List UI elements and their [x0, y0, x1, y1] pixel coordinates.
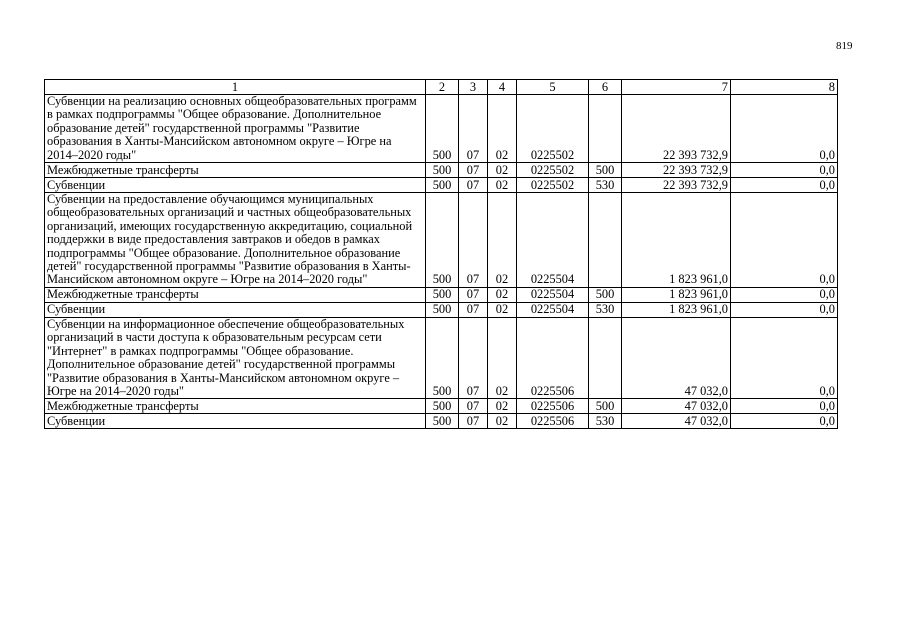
row-c3: 07	[459, 178, 488, 193]
row-c7: 1 823 961,0	[622, 302, 731, 317]
row-c3: 07	[459, 302, 488, 317]
row-c2: 500	[426, 302, 459, 317]
table-row	[45, 317, 838, 398]
row-name: Субвенции	[45, 414, 426, 429]
row-c2: 500	[426, 178, 459, 193]
row-c7: 47 032,0	[622, 399, 731, 414]
column-header-3: 3	[459, 80, 488, 95]
row-c7: 22 393 732,9	[622, 95, 731, 163]
row-name: Субвенции	[45, 178, 426, 193]
row-c8: 0,0	[731, 414, 838, 429]
row-c2: 500	[426, 399, 459, 414]
column-header-7: 7	[622, 80, 731, 95]
row-c3: 07	[459, 317, 488, 398]
row-c5: 0225504	[517, 287, 589, 302]
row-c8: 0,0	[731, 317, 838, 398]
row-c5: 0225502	[517, 95, 589, 163]
table-row	[45, 399, 838, 414]
row-c2: 500	[426, 287, 459, 302]
table-row	[45, 95, 838, 163]
row-c4: 02	[488, 302, 517, 317]
row-c4: 02	[488, 178, 517, 193]
row-c6: 530	[589, 178, 622, 193]
row-name: Субвенции на информационное обеспечение общеобразовательных организаций в части доступа к образовательным ресурсам сети "Интернет" в рамках подпрограммы "Общее образование. Дополнительное образование детей" государственной программы "Развитие образования в Ханты-Мансийском автономном округе – Югре на 2014–2020 годы"	[45, 317, 426, 398]
row-c7: 1 823 961,0	[622, 287, 731, 302]
row-c5: 0225506	[517, 317, 589, 398]
row-c2: 500	[426, 317, 459, 398]
row-c5: 0225504	[517, 193, 589, 288]
row-c7: 47 032,0	[622, 317, 731, 398]
row-c3: 07	[459, 95, 488, 163]
row-c3: 07	[459, 399, 488, 414]
row-name: Межбюджетные трансферты	[45, 399, 426, 414]
row-c8: 0,0	[731, 399, 838, 414]
column-header-5: 5	[517, 80, 589, 95]
row-c2: 500	[426, 414, 459, 429]
row-c3: 07	[459, 163, 488, 178]
row-c5: 0225506	[517, 414, 589, 429]
row-c7: 22 393 732,9	[622, 163, 731, 178]
row-c4: 02	[488, 163, 517, 178]
row-name: Межбюджетные трансферты	[45, 163, 426, 178]
row-c4: 02	[488, 414, 517, 429]
row-c5: 0225502	[517, 178, 589, 193]
page-number: 819	[836, 40, 853, 52]
row-c6: 500	[589, 163, 622, 178]
row-c7: 47 032,0	[622, 414, 731, 429]
table-row	[45, 302, 838, 317]
row-c3: 07	[459, 414, 488, 429]
table-row	[45, 414, 838, 429]
table-row	[45, 163, 838, 178]
row-c2: 500	[426, 193, 459, 288]
row-c8: 0,0	[731, 193, 838, 288]
column-header-8: 8	[731, 80, 838, 95]
row-c4: 02	[488, 317, 517, 398]
column-header-4: 4	[488, 80, 517, 95]
row-c4: 02	[488, 287, 517, 302]
row-c2: 500	[426, 163, 459, 178]
row-name: Субвенции	[45, 302, 426, 317]
row-c5: 0225502	[517, 163, 589, 178]
row-c2: 500	[426, 95, 459, 163]
row-c6	[589, 95, 622, 163]
header-row	[45, 80, 838, 95]
row-c6	[589, 317, 622, 398]
row-c6: 500	[589, 399, 622, 414]
column-header-1: 1	[45, 80, 426, 95]
row-c5: 0225506	[517, 399, 589, 414]
row-c7: 22 393 732,9	[622, 178, 731, 193]
row-name: Субвенции на реализацию основных общеобразовательных программ в рамках подпрограммы "Общее образование. Дополнительное образование детей" государственной программы "Развитие образования в Ханты-Мансийском автономном округе – Югре на 2014–2020 годы"	[45, 95, 426, 163]
row-c7: 1 823 961,0	[622, 193, 731, 288]
row-c6: 500	[589, 287, 622, 302]
table-row	[45, 193, 838, 288]
row-c6: 530	[589, 414, 622, 429]
row-c8: 0,0	[731, 163, 838, 178]
column-header-6: 6	[589, 80, 622, 95]
row-c6: 530	[589, 302, 622, 317]
row-c4: 02	[488, 193, 517, 288]
row-c6	[589, 193, 622, 288]
row-c4: 02	[488, 95, 517, 163]
table-row	[45, 287, 838, 302]
row-c8: 0,0	[731, 287, 838, 302]
row-c8: 0,0	[731, 178, 838, 193]
table-row	[45, 178, 838, 193]
row-c4: 02	[488, 399, 517, 414]
column-header-2: 2	[426, 80, 459, 95]
row-c8: 0,0	[731, 302, 838, 317]
row-c3: 07	[459, 287, 488, 302]
row-name: Межбюджетные трансферты	[45, 287, 426, 302]
budget-table	[44, 79, 838, 429]
row-c8: 0,0	[731, 95, 838, 163]
row-c3: 07	[459, 193, 488, 288]
row-name: Субвенции на предоставление обучающимся муниципальных общеобразовательных организаций и частных общеобразовательных организаций, имеющих государственную аккредитацию, социальной поддержки в виде предоставления завтраков и обедов в рамках подпрограммы "Общее образование. Дополнительное образование детей" государственной программы "Развитие образования в Ханты-Мансийском автономном округе – Югре на 2014–2020 годы"	[45, 193, 426, 288]
row-c5: 0225504	[517, 302, 589, 317]
